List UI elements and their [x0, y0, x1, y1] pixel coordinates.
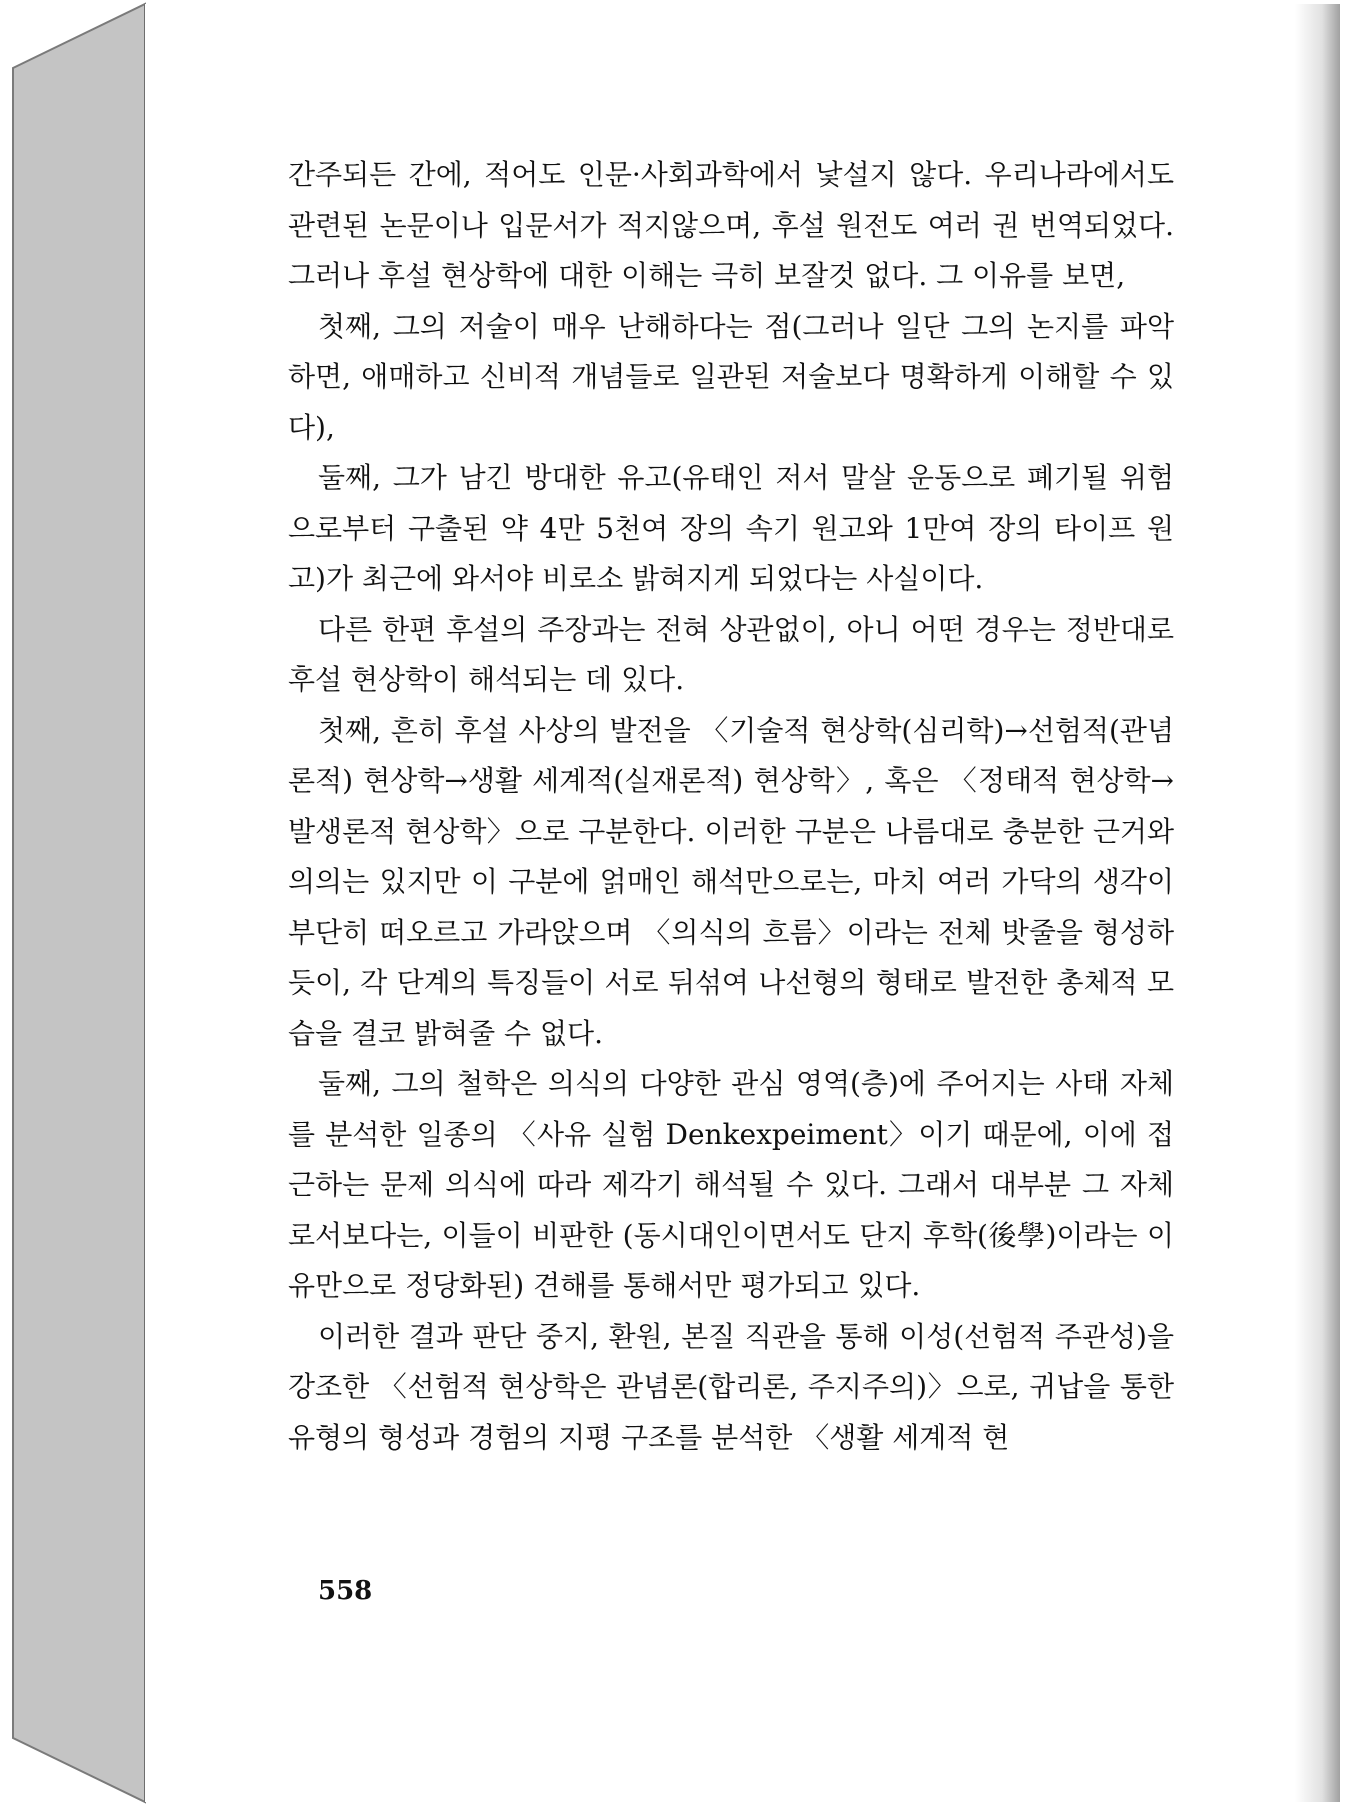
- page-edge-shadow: [1295, 4, 1340, 1802]
- paragraph: 다른 한편 후설의 주장과는 전혀 상관없이, 아니 어떤 경우는 정반대로 후설 현상학이 해석되는 데 있다.: [288, 612, 1174, 696]
- page-number: 558: [318, 1576, 373, 1606]
- paragraph: 첫째, 흔히 후설 사상의 발전을 〈기술적 현상학(심리학)→선험적(관념론적) 현상학→생활 세계적(실재론적) 현상학〉, 혹은 〈정태적 현상학→발생론적 현상학〉으로 구분한다. 이러한 구분은 나름대로 충분한 근거와 의의는 있지만 이 구분에 얽매인 해석만으로는, 마치 여러 가닥의 생각이 부단히 떠오르고 가라앉으며 〈의식의 흐름〉이라는 전체 밧줄을 형성하듯이, 각 단계의 특징들이 서로 뒤섞여 나선형의 형태로 발전한 총체적 모습을 결코 밝혀줄 수 없다.: [288, 713, 1174, 1050]
- body-text: [288, 150, 1174, 1463]
- paragraph: 둘째, 그가 남긴 방대한 유고(유태인 저서 말살 운동으로 폐기될 위험으로부터 구출된 약 4만 5천여 장의 속기 원고와 1만여 장의 타이프 원고)가 최근에 와서야 비로소 밝혀지게 되었다는 사실이다.: [288, 461, 1174, 595]
- book-spine: [13, 4, 145, 1802]
- paragraph: 이러한 결과 판단 중지, 환원, 본질 직관을 통해 이성(선험적 주관성)을 강조한 〈선험적 현상학은 관념론(합리론, 주지주의)〉으로, 귀납을 통한 유형의 형성과 경험의 지평 구조를 분석한 〈생활 세계적 현: [288, 1319, 1174, 1454]
- paragraph: 둘째, 그의 철학은 의식의 다양한 관심 영역(층)에 주어지는 사태 자체를 분석한 일종의 〈사유 실험 Denkexpeiment〉이기 때문에, 이에 접근하는 문제 의식에 따라 제각기 해석될 수 있다. 그래서 대부분 그 자체로서보다는, 이들이 비판한 (동시대인이면서도 단지 후학(後學)이라는 이유만으로 정당화된) 견해를 통해서만 평가되고 있다.: [288, 1067, 1174, 1302]
- paragraph: 첫째, 그의 저술이 매우 난해하다는 점(그러나 일단 그의 논지를 파악하면, 애매하고 신비적 개념들로 일관된 저술보다 명확하게 이해할 수 있다),: [288, 309, 1174, 444]
- paragraph: 간주되든 간에, 적어도 인문·사회과학에서 낯설지 않다. 우리나라에서도 관련된 논문이나 입문서가 적지않으며, 후설 원전도 여러 권 번역되었다. 그러나 후설 현상학에 대한 이해는 극히 보잘것 없다. 그 이유를 보면,: [288, 158, 1174, 292]
